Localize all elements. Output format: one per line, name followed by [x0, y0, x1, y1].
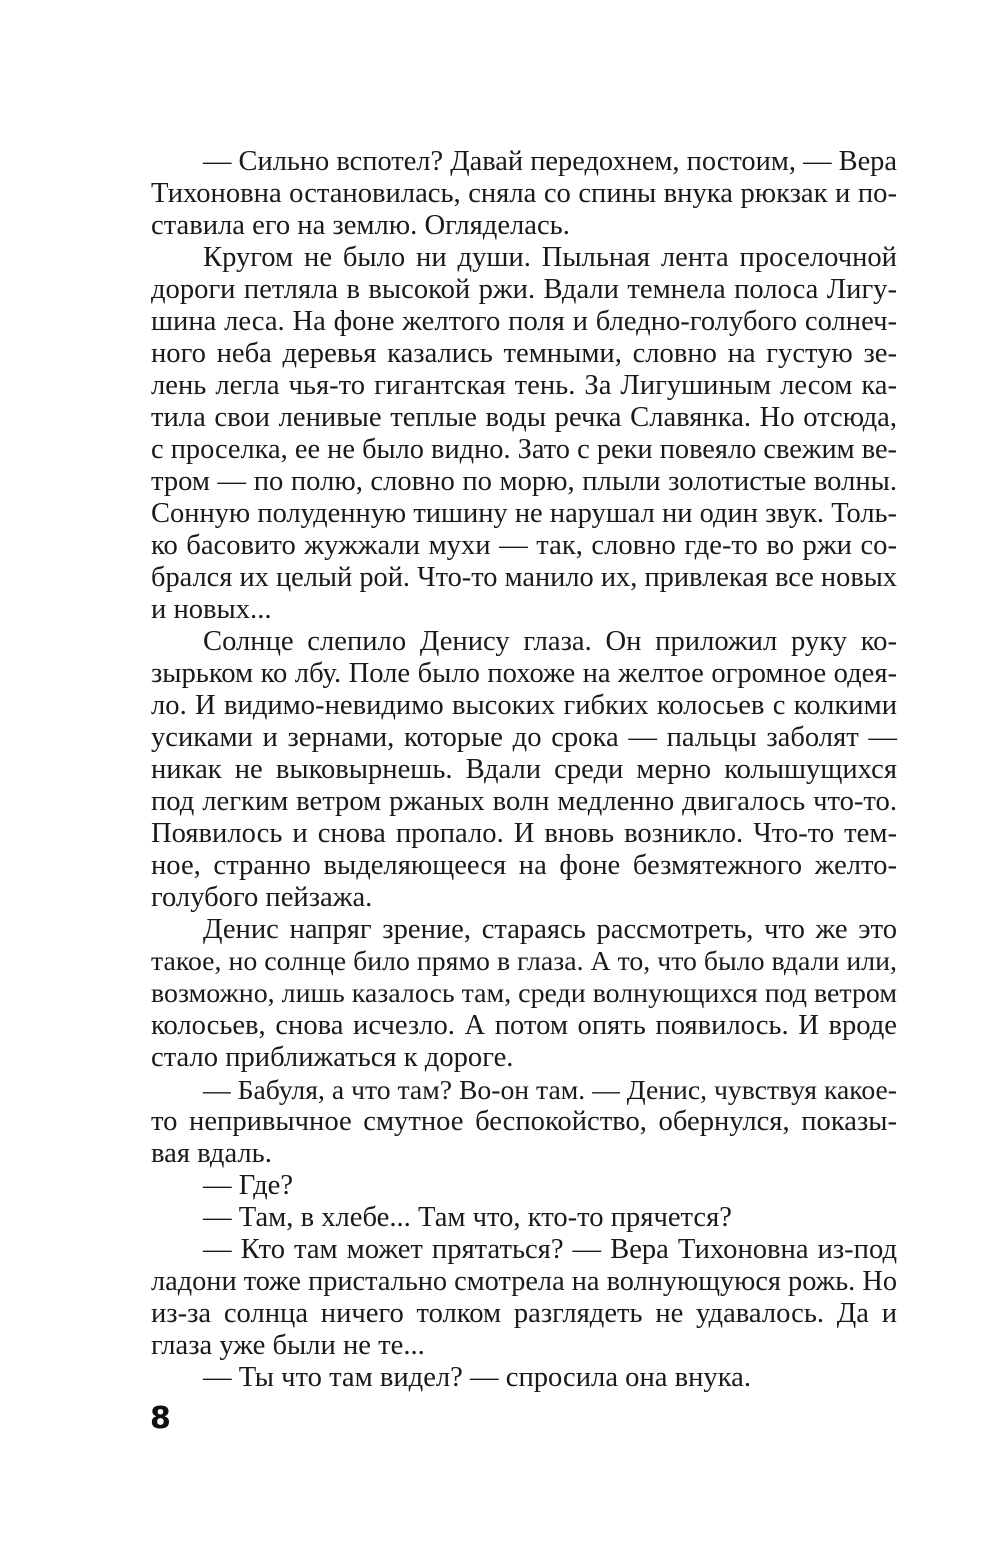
text-line: с проселка, ее не было видно. Зато с реки повеяло свежим ве- [151, 434, 897, 465]
text-line: под легким ветром ржаных волн медленно двигалось что-то. [151, 786, 897, 817]
text-line: ко басовито жужжали мухи — так, словно где-то во ржи со- [151, 530, 897, 561]
page-number: 8 [150, 1401, 171, 1436]
text-line: Тихоновна остановилась, сняла со спины внука рюкзак и по- [151, 178, 897, 209]
text-line: ло. И видимо-невидимо высоких гибких колосьев с колкими [151, 690, 897, 721]
text-line: вая вдаль. [151, 1138, 272, 1169]
text-line: ное, странно выделяющееся на фоне безмятежного желто- [151, 850, 897, 881]
text-line: брался их целый рой. Что-то манило их, привлекая все новых [151, 562, 897, 593]
text-line: — Кто там может прятаться? — Вера Тихоновна из-под [203, 1234, 897, 1265]
text-line: Появилось и снова пропало. И вновь возникло. Что-то тем- [151, 818, 897, 849]
text-line: из-за солнца ничего толком разглядеть не удавалось. Да и [151, 1298, 897, 1329]
text-line: никак не выковырнешь. Вдали среди мерно колышущихся [151, 754, 897, 785]
text-line: ладони тоже пристально смотрела на волнующуюся рожь. Но [151, 1266, 897, 1297]
text-line: лень легла чья-то гигантская тень. За Лигушиным лесом ка- [151, 370, 897, 401]
text-line: стало приближаться к дороге. [151, 1042, 514, 1073]
text-line: Кругом не было ни души. Пыльная лента проселочной [203, 242, 897, 273]
text-line: Сонную полуденную тишину не нарушал ни один звук. Толь- [151, 498, 897, 529]
text-line: тром — по полю, словно по морю, плыли золотистые волны. [151, 466, 897, 497]
text-line: то непривычное смутное беспокойство, обернулся, показы- [151, 1106, 897, 1137]
text-line: — Бабуля, а что там? Во-он там. — Денис, чувствуя какое- [203, 1074, 897, 1105]
text-line: — Там, в хлебе... Там что, кто-то прячется? [203, 1202, 732, 1233]
text-line: возможно, лишь казалось там, среди волнующихся под ветром [151, 978, 897, 1009]
text-line: — Где? [203, 1170, 294, 1201]
text-line: голубого пейзажа. [151, 882, 373, 913]
text-line: шина леса. На фоне желтого поля и бледно-голубого солнеч- [151, 306, 897, 337]
text-line: ного неба деревья казались темными, словно на густую зе- [151, 338, 897, 369]
text-line: колосьев, снова исчезло. А потом опять появилось. И вроде [151, 1010, 897, 1041]
body-text [151, 146, 897, 1394]
text-line: Денис напряг зрение, стараясь рассмотреть, что же это [203, 914, 897, 945]
text-line: и новых... [151, 594, 272, 625]
text-line: Солнце слепило Денису глаза. Он приложил руку ко- [203, 626, 897, 657]
text-line: — Сильно вспотел? Давай передохнем, постоим, — Вера [203, 146, 897, 177]
text-line: ставила его на землю. Огляделась. [151, 210, 570, 241]
text-line: тила свои ленивые теплые воды речка Славянка. Но отсюда, [151, 402, 897, 433]
text-line: глаза уже были не те... [151, 1330, 425, 1361]
text-line: такое, но солнце било прямо в глаза. А то, что было вдали или, [151, 946, 897, 977]
text-line: дороги петляла в высокой ржи. Вдали темнела полоса Лигу- [151, 274, 897, 305]
text-line: — Ты что там видел? — спросила она внука. [203, 1362, 752, 1393]
text-line: усиками и зернами, которые до срока — пальцы заболят — [151, 722, 897, 753]
text-line: зырьком ко лбу. Поле было похоже на желтое огромное одея- [151, 658, 897, 689]
